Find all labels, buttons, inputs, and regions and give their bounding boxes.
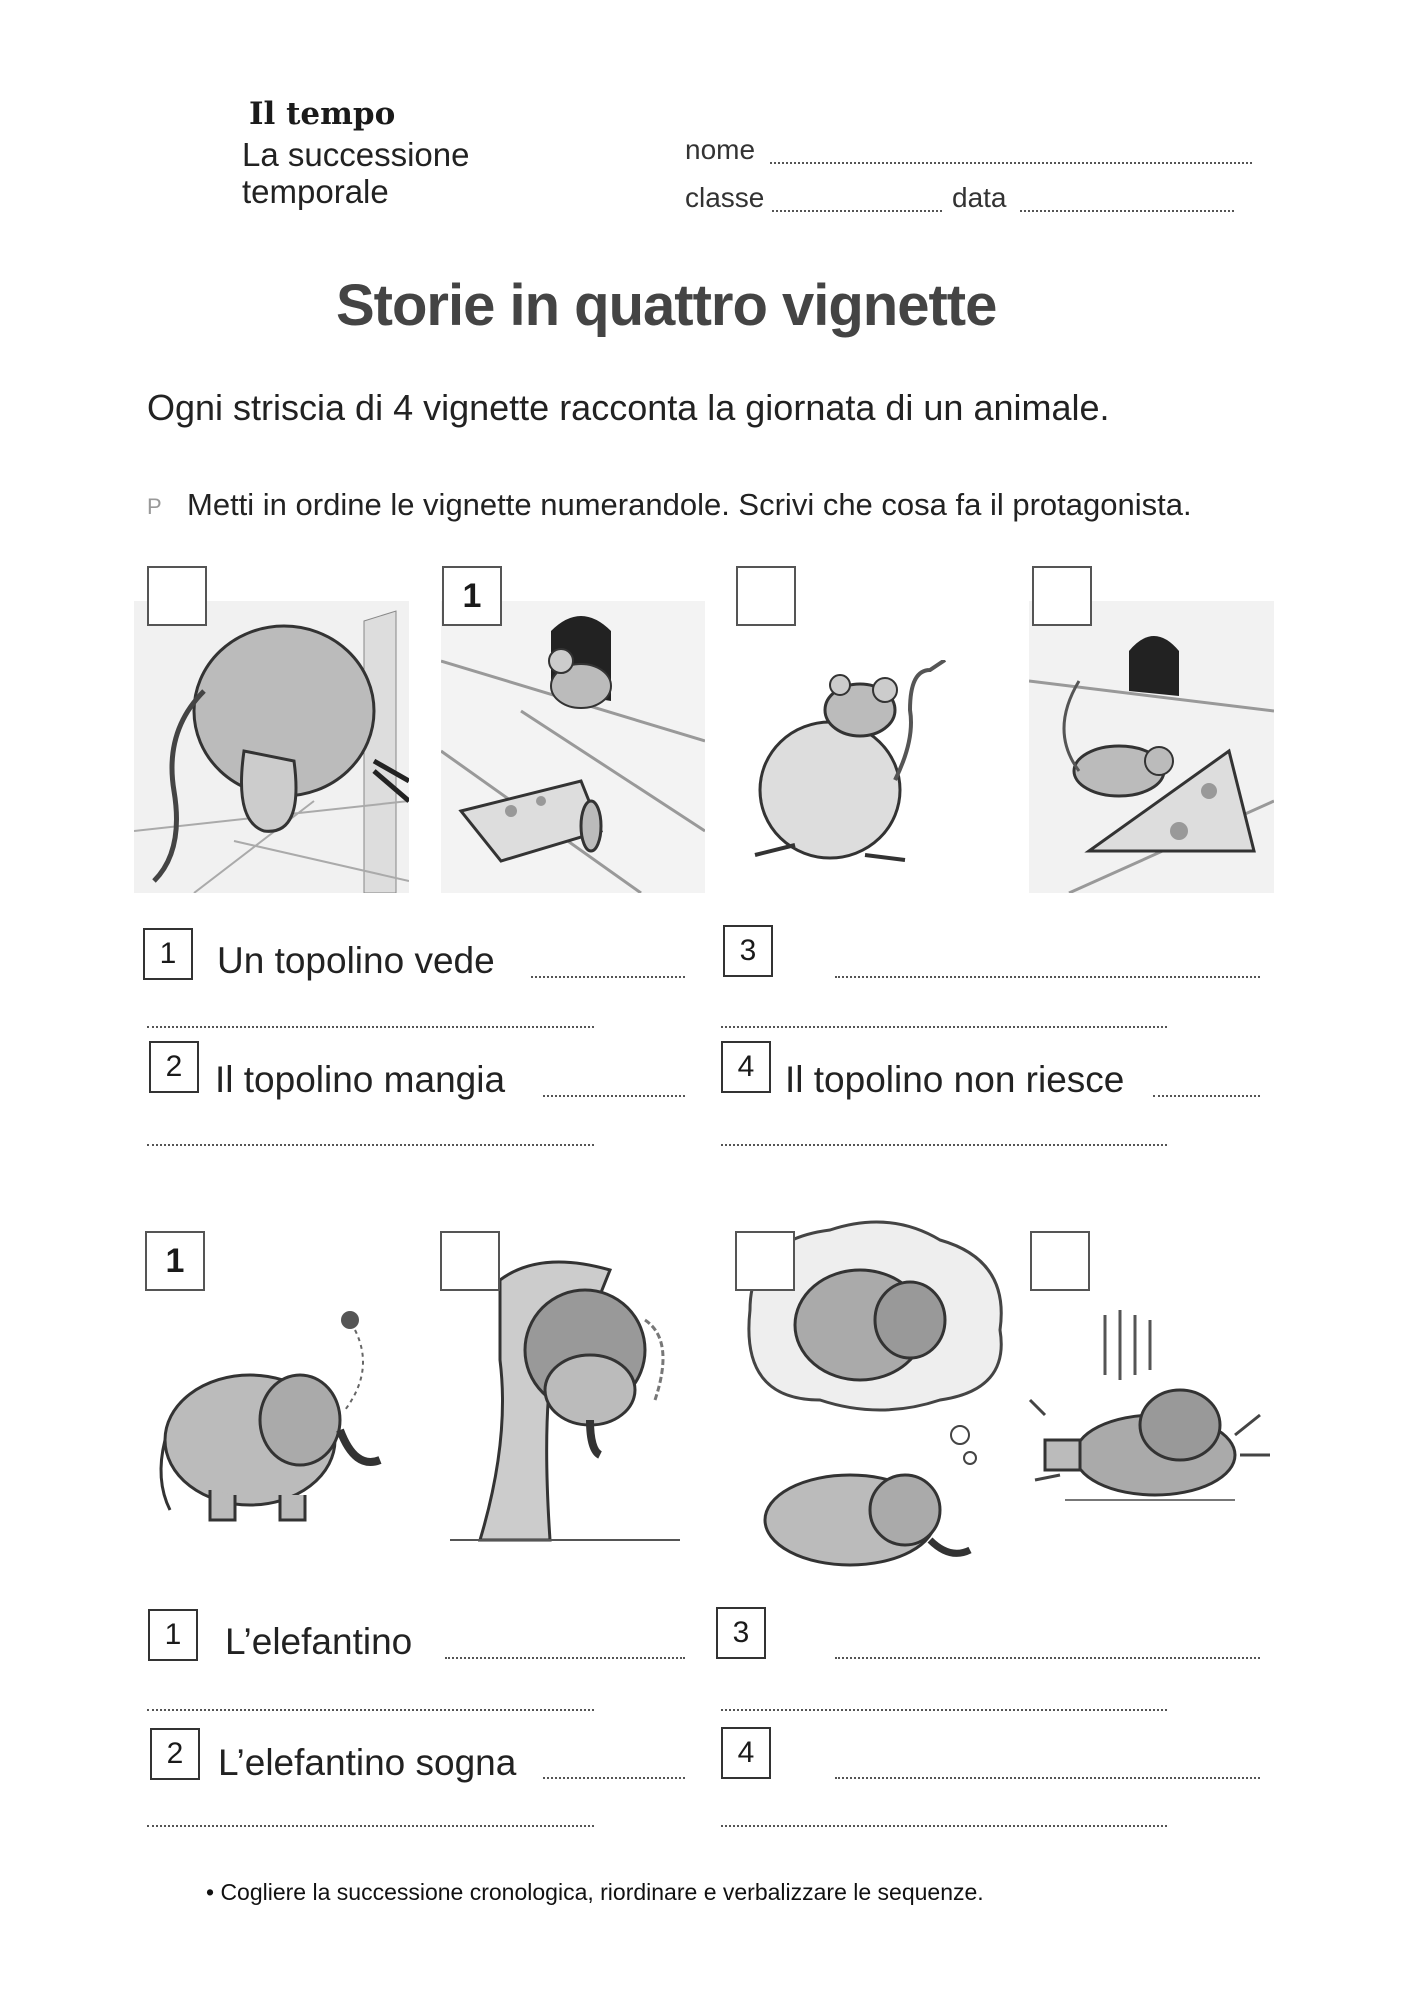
answer-line[interactable]: [721, 1144, 1167, 1146]
mouse-sees-cheese-icon: [441, 601, 705, 893]
footer-objective: • Cogliere la successione cronologica, riordinare e verbalizzare le sequenze.: [206, 1879, 984, 1905]
panel-number-box[interactable]: [440, 1231, 500, 1291]
answer-line[interactable]: [543, 1777, 685, 1779]
topic-line-1: La successione: [242, 136, 470, 173]
panel-number-box[interactable]: [736, 566, 796, 626]
name-label: nome: [685, 134, 756, 165]
mouse-stuck-in-hole-icon: [134, 601, 409, 893]
class-field[interactable]: [772, 210, 942, 212]
instruction-bullet-icon: P: [147, 494, 162, 519]
panel-number-box[interactable]: 1: [145, 1231, 205, 1291]
sentence-number-box: 1: [143, 928, 193, 980]
answer-line[interactable]: [835, 1657, 1260, 1659]
name-field[interactable]: [770, 162, 1252, 164]
answer-line[interactable]: [835, 1777, 1260, 1779]
elephant-falls-icon: [1025, 1305, 1275, 1545]
answer-line[interactable]: [147, 1709, 594, 1711]
sentence-number-box: 1: [148, 1609, 198, 1661]
mouse-eats-cheese-icon: [1029, 601, 1274, 893]
answer-line[interactable]: [721, 1026, 1167, 1028]
instruction-text: Metti in ordine le vignette numerandole. Scrivi che cosa fa il protagonista.: [187, 487, 1192, 522]
sentence-text: L’elefantino sogna: [218, 1742, 517, 1783]
class-label: classe: [685, 182, 765, 213]
answer-line[interactable]: [531, 976, 685, 978]
panel-number-box[interactable]: [147, 566, 207, 626]
panel-number-box[interactable]: [735, 1231, 795, 1291]
answer-line[interactable]: [1153, 1095, 1260, 1097]
sentence-number-box: 3: [723, 925, 773, 977]
answer-line[interactable]: [721, 1825, 1167, 1827]
answer-line[interactable]: [445, 1657, 685, 1659]
fat-mouse-icon: [735, 660, 990, 893]
sentence-number-box: 2: [150, 1728, 200, 1780]
date-label: data: [952, 182, 1007, 213]
sentence-text: Un topolino vede: [217, 940, 495, 981]
answer-line[interactable]: [147, 1144, 594, 1146]
sentence-number-box: 4: [721, 1727, 771, 1779]
answer-line[interactable]: [147, 1026, 594, 1028]
intro-text: Ogni striscia di 4 vignette racconta la giornata di un animale.: [147, 387, 1110, 428]
answer-line[interactable]: [721, 1709, 1167, 1711]
elephant-sees-bee-icon: [150, 1290, 400, 1540]
answer-line[interactable]: [835, 976, 1260, 978]
panel-number-box[interactable]: [1032, 566, 1092, 626]
sentence-text: Il topolino mangia: [215, 1059, 506, 1100]
topic-line-2: temporale: [242, 173, 389, 210]
answer-line[interactable]: [543, 1095, 685, 1097]
page-title: Storie in quattro vignette: [336, 273, 997, 338]
sentence-text: L’elefantino: [225, 1621, 413, 1662]
section-label: Il tempo: [249, 96, 396, 132]
sentence-number-box: 2: [149, 1041, 199, 1093]
date-field[interactable]: [1020, 210, 1234, 212]
answer-line[interactable]: [147, 1825, 594, 1827]
sentence-number-box: 3: [716, 1607, 766, 1659]
panel-number-box[interactable]: [1030, 1231, 1090, 1291]
sentence-text: Il topolino non riesce: [785, 1059, 1125, 1100]
panel-number-box[interactable]: 1: [442, 566, 502, 626]
sentence-number-box: 4: [721, 1041, 771, 1093]
